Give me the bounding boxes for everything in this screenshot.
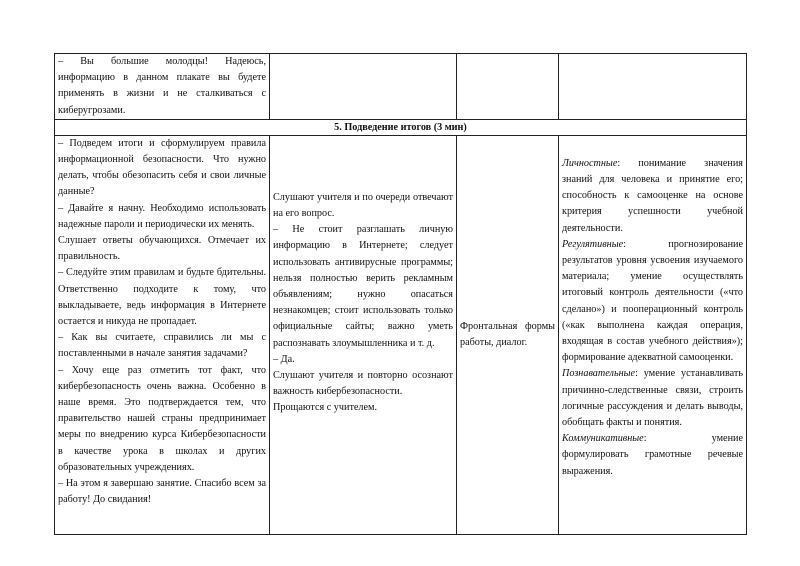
section-title: 5. Подведение итогов (3 мин) — [55, 119, 747, 135]
teacher-paragraph: – Давайте я начну. Необходимо использовать надежные пароли и периодически их менять. — [58, 202, 266, 230]
work-forms-text: Фронтальная формы работы, диалог. — [460, 320, 555, 348]
table-row-summary-stage — [55, 135, 747, 534]
student-paragraph: Слушают учителя и повторно осознают важность кибербезопасности. — [273, 370, 453, 398]
outcome-communicative — [562, 431, 743, 480]
teacher-paragraph: Слушает ответы обучающихся. Отмечает их правильность. — [58, 235, 266, 263]
outcome-label: Познавательные — [562, 368, 636, 380]
learning-outcomes-cell — [559, 54, 747, 120]
teacher-paragraph: – Подведем итоги и сформулируем правила информационной безопасности. Что нужно делать, чтобы обезопасить себя и свои личные данные? — [58, 137, 266, 198]
outcome-text: : умение устанавливать причинно-следственные связи, строить логичные рассуждения и делать выводы, обобщать факты и понятия. — [562, 368, 743, 429]
student-paragraph: – Да. — [273, 353, 295, 365]
teacher-paragraph: – Хочу еще раз отметить тот факт, что кибербезопасность очень важна. Особенно в наше время. Это подтверждается тем, что правительство нашей страны предпринимает меры по внедрению курса Кибербезопасности в качестве урока в школах и других образовательных учреждениях. — [58, 364, 266, 473]
outcome-label: Регулятивные — [562, 238, 624, 250]
student-activity-cell — [270, 135, 457, 534]
outcome-label: Коммуникативные — [562, 433, 644, 445]
teacher-paragraph: – Как вы считаете, справились ли мы с поставленными в начале занятия задачами? — [58, 332, 266, 360]
outcome-text: : умение формулировать грамотные речевые выражения. — [562, 433, 743, 477]
table-row-previous-stage-end — [55, 54, 747, 120]
outcome-text: : прогнозирование результатов уровня усвоения изучаемого материала; умение осуществлять итоговый контроль деятельности («что сделано») и пооперационный контроль («как выполнена каждая операция, входящая в состав учебного действия»); формирование адекватной самооценки. — [562, 238, 743, 364]
outcome-regulatory — [562, 237, 743, 367]
work-forms-cell — [457, 54, 559, 120]
teacher-activity-cell — [55, 135, 270, 534]
teacher-paragraph: – На этом я завершаю занятие. Спасибо всем за работу! До свидания! — [58, 478, 266, 506]
learning-outcomes-cell — [559, 135, 747, 534]
student-paragraph: – Не стоит разглашать личную информацию в Интернете; следует использовать антивирусные программы; нельзя полностью верить рекламным объявлениям; нужно опасаться незнакомцев; стоит использовать только официальные сайты; важно уметь распознавать злоумышленника и т. д. — [273, 224, 453, 349]
outcome-personal — [562, 156, 743, 237]
student-paragraph: Слушают учителя и по очереди отвечают на его вопрос. — [273, 191, 453, 220]
outcome-cognitive — [562, 366, 743, 431]
table-row-section-header — [55, 119, 747, 135]
lesson-plan-table — [54, 53, 747, 535]
outcome-label: Личностные — [562, 157, 618, 169]
outcome-text: : понимание значения знаний для человека и принятие его; способность к самооценке на основе критерия успешности учебной деятельности. — [562, 157, 743, 234]
student-activity-cell — [270, 54, 457, 120]
student-paragraph: Прощаются с учителем. — [273, 402, 378, 414]
teacher-remark: – Вы большие молодцы! Надеюсь, информацию в данном плакате вы будете применять в жизни и не сталкиваться с киберугрозами. — [58, 56, 266, 116]
teacher-activity-cell — [55, 54, 270, 120]
work-forms-cell — [457, 135, 559, 534]
teacher-paragraph: – Следуйте этим правилам и будьте бдительны. Ответственно подходите к тому, что выкладываете, ведь информация в Интернете остается и никуда не пропадает. — [58, 267, 266, 328]
